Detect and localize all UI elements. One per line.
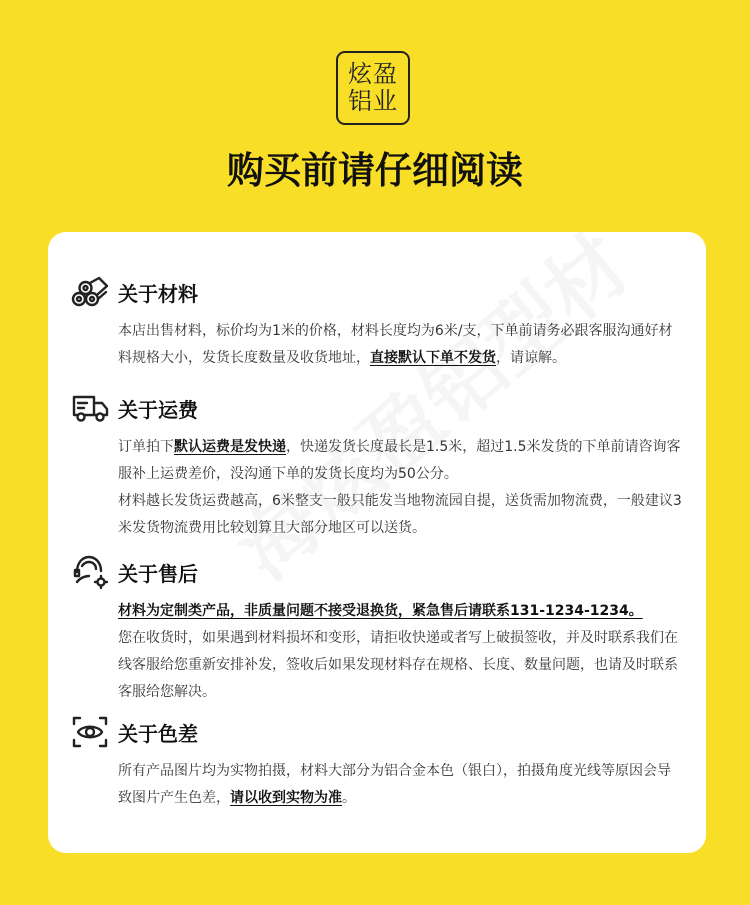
- section-materials: [70, 272, 690, 372]
- emphasis-text: 材料为定制类产品，非质量问题不接受退换货，紧急售后请联系131-1234-1234。: [118, 603, 643, 619]
- section-header: [70, 552, 690, 592]
- logo-text-line2: 铝业: [348, 87, 398, 115]
- delivery-truck-icon: [70, 388, 110, 428]
- section-color-difference: [70, 712, 690, 812]
- text: 所有产品图片均为实物拍摄，材料大部分为铝合金本色（银白），拍摄角度光线等原因会导致图片产生色差，: [118, 763, 671, 806]
- text: ，请谅解。: [496, 350, 566, 366]
- brand-logo: [336, 51, 410, 125]
- section-title: 关于运费: [118, 397, 198, 422]
- section-body: [118, 434, 682, 542]
- text: 订单拍下: [118, 439, 174, 455]
- logo-text-line1: 炫盈: [348, 60, 398, 88]
- section-title: 关于材料: [118, 281, 198, 306]
- section-body: [118, 758, 682, 812]
- material-rolls-icon: [70, 272, 110, 312]
- paragraph: [118, 598, 682, 625]
- paragraph: [118, 318, 682, 372]
- notice-card: [48, 232, 706, 853]
- customer-service-icon: [70, 552, 110, 592]
- paragraph: 材料越长发货运费越高，6米整支一般只能发当地物流园自提，送货需加物流费，一般建议3米发货物流费用比较划算且大部分地区可以送货。: [118, 493, 682, 536]
- section-shipping: [70, 388, 690, 542]
- paragraph: 您在收货时，如果遇到材料损坏和变形，请拒收快递或者写上破损签收，并及时联系我们在线客服给您重新安排补发，签收后如果发现材料存在规格、长度、数量问题，也请及时联系客服给您解决。: [118, 630, 678, 700]
- emphasis-text: 直接默认下单不发货: [370, 350, 496, 366]
- section-header: [70, 388, 690, 428]
- text: ，快递发货长度最长是1.5米，超过1.5米发货的下单前请咨询客服补上运费差价，没沟通下单的发货长度均为50公分。: [118, 439, 681, 482]
- section-after-sales: [70, 552, 690, 706]
- paragraph: [118, 758, 682, 812]
- section-body: [118, 318, 682, 372]
- emphasis-text: 请以收到实物为准: [230, 790, 342, 806]
- eye-scan-icon: [70, 712, 110, 752]
- emphasis-text: 默认运费是发快递: [174, 439, 286, 455]
- section-title: 关于售后: [118, 561, 198, 586]
- text: 本店出售材料，标价均为1米的价格，材料长度均为6米/支，下单前请务必跟客服沟通好材料规格大小，发货长度数量及收货地址，: [118, 323, 673, 366]
- section-body: [118, 598, 682, 706]
- text: 。: [342, 790, 356, 806]
- section-header: [70, 272, 690, 312]
- section-header: [70, 712, 690, 752]
- page-title: 购买前请仔细阅读: [227, 149, 523, 192]
- paragraph: [118, 434, 682, 488]
- section-title: 关于色差: [118, 721, 198, 746]
